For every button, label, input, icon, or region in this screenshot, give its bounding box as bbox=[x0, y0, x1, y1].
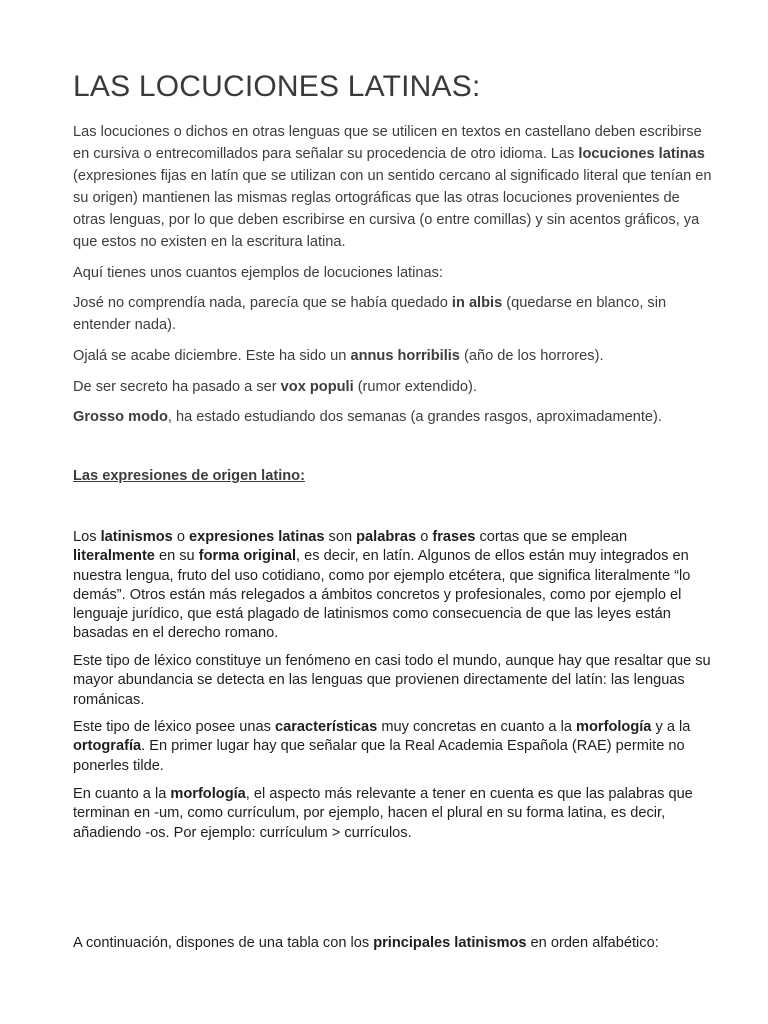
text-run: en su bbox=[154, 548, 199, 565]
document-title: LAS LOCUCIONES LATINAS: bbox=[73, 70, 481, 103]
latinismos-paragraph bbox=[73, 528, 713, 644]
example-annus-horribilis bbox=[73, 345, 713, 367]
text-run: José no comprendía nada, parecía que se había quedado bbox=[73, 295, 452, 311]
text-run: A continuación, dispones de una tabla con los bbox=[73, 935, 374, 951]
text-run: o bbox=[172, 529, 190, 545]
text-run: , ha estado estudiando dos semanas (a grandes rasgos, aproximadamente). bbox=[167, 409, 662, 425]
morfologia-paragraph bbox=[73, 785, 713, 843]
text-run: cortas que se emplean bbox=[475, 529, 628, 545]
bold-term: in albis bbox=[451, 295, 503, 311]
bold-term: morfología bbox=[170, 786, 246, 802]
bold-term: ortografía bbox=[73, 738, 142, 755]
lexico-paragraph: Este tipo de léxico constituye un fenómeno en casi todo el mundo, aunque hay que resaltar que su mayor abundancia se detecta en las lenguas que provienen directamente del latín: las lenguas románicas. bbox=[73, 653, 711, 708]
example-vox-populi bbox=[73, 376, 713, 398]
bold-term: Grosso modo bbox=[73, 409, 168, 425]
text-run: o bbox=[416, 529, 433, 545]
table-intro bbox=[73, 934, 713, 953]
text-run: (año de los horrores). bbox=[459, 348, 604, 364]
text-run: En cuanto a la bbox=[73, 786, 171, 802]
caracteristicas-paragraph bbox=[73, 718, 713, 776]
text-run: . En primer lugar hay que señalar que la Real Academia Española (RAE) permite no ponerles tilde. bbox=[73, 738, 685, 774]
bold-term: vox populi bbox=[280, 379, 354, 395]
text-run: y a la bbox=[651, 719, 691, 735]
text-run: , el aspecto más relevante a tener en cuenta es que las palabras que terminan en -um, como currículum, por ejemplo, hacen el plural en su forma latina, es decir, añadiendo -os. Por ejemplo: currículum > currículos. bbox=[73, 786, 693, 841]
section-heading: Las expresiones de origen latino: bbox=[73, 468, 305, 484]
text-run: (rumor extendido). bbox=[353, 379, 477, 395]
text-run: Las locuciones o dichos en otras lenguas que se utilicen en textos en castellano deben escribirse en cursiva o entrecomillados para señalar su procedencia de otro idioma. Las bbox=[73, 124, 702, 162]
text-run: (quedarse en blanco, sin entender nada). bbox=[73, 295, 667, 333]
example-in-albis bbox=[73, 292, 713, 336]
bold-term: forma original bbox=[198, 548, 297, 565]
bold-term: morfología bbox=[576, 719, 652, 735]
bold-term: características bbox=[275, 719, 378, 735]
example-grosso-modo bbox=[73, 406, 713, 428]
text-run: en orden alfabético: bbox=[526, 935, 659, 951]
bold-term: palabras bbox=[356, 529, 417, 545]
bold-term: literalmente bbox=[73, 548, 155, 565]
bold-term: locuciones latinas bbox=[578, 146, 705, 162]
text-run: Los bbox=[73, 529, 101, 545]
bold-term: expresiones latinas bbox=[189, 529, 325, 545]
text-run: (expresiones fijas en latín que se utilizan con un sentido cercano al significado literal que tenían en su origen) mantienen las mismas reglas ortográficas que las otras locuciones provenientes de otras lenguas, por lo que deben escribirse en cursiva (o entre comillas) y sin acentos gráficos, ya que estos no existen en la escritura latina. bbox=[73, 168, 712, 250]
bold-term: principales latinismos bbox=[373, 935, 527, 951]
text-run: Ojalá se acabe diciembre. Este ha sido un bbox=[73, 348, 351, 364]
text-run: muy concretas en cuanto a la bbox=[377, 719, 577, 735]
text-run: , es decir, en latín. Algunos de ellos están muy integrados en nuestra lengua, fruto del uso cotidiano, como por ejemplo etcétera, que significa literalmente “lo demás”. Otros están más relegados a ámbitos concretos y profesionales, como por ejemplo el lenguaje jurídico, que está plagado de latinismos como consecuencia de que las leyes están basadas en el derecho romano. bbox=[73, 548, 691, 642]
bold-term: frases bbox=[432, 529, 476, 545]
text-run: De ser secreto ha pasado a ser bbox=[73, 379, 281, 395]
intro-paragraph bbox=[73, 121, 713, 253]
bold-term: latinismos bbox=[100, 529, 173, 545]
examples-intro: Aquí tienes unos cuantos ejemplos de locuciones latinas: bbox=[73, 265, 443, 281]
bold-term: annus horribilis bbox=[350, 348, 460, 364]
text-run: son bbox=[324, 529, 357, 545]
text-run: Este tipo de léxico posee unas bbox=[73, 719, 276, 735]
